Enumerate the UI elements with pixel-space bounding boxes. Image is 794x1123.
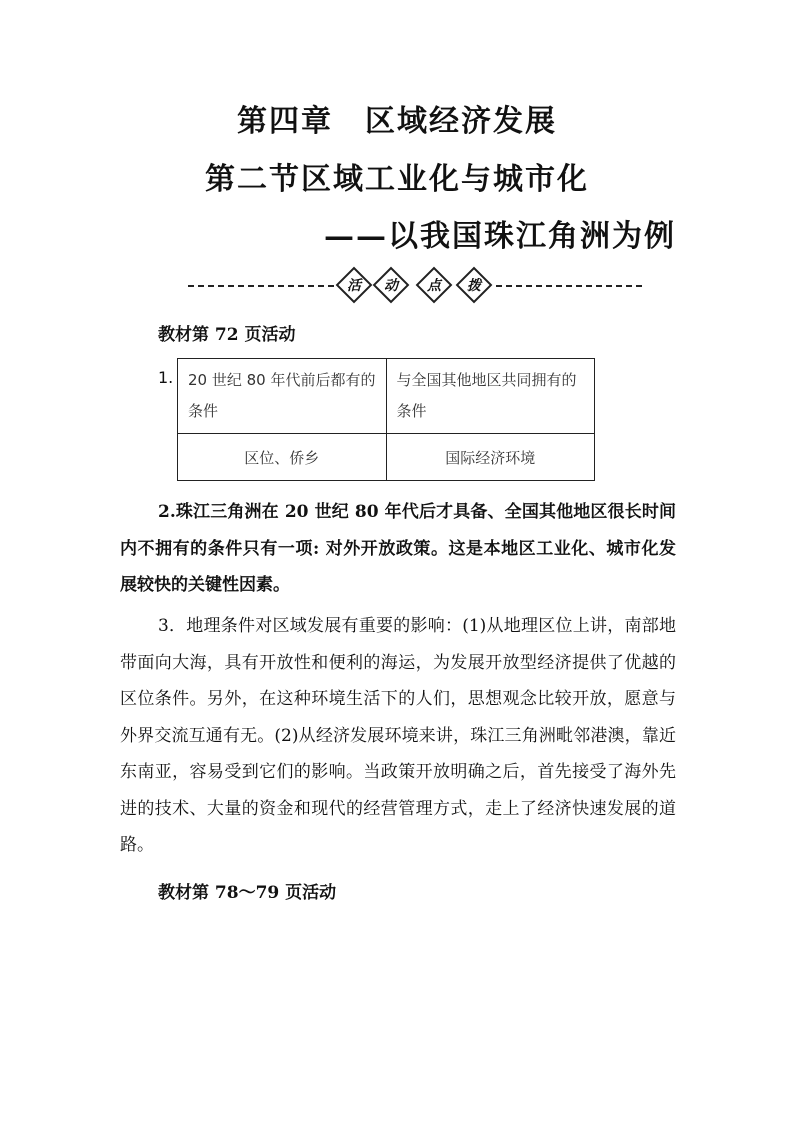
- activity-2-label: 教材第 78～79 页活动: [158, 883, 337, 903]
- banner-char: 点: [427, 278, 441, 294]
- answer-paragraph-3: 3．地理条件对区域发展有重要的影响：(1)从地理区位上讲，南部地带面向大海，具有开放性和便利的海运，为发展开放型经济提供了优越的区位条件。另外，在这种环境生活下的人们，思想观念比较开放，愿意与外界交流互通有无。(2)从经济发展环境来讲，珠江三角洲毗邻港澳，靠近东南亚，容易受到它们的影响。当政策开放明确之后，首先接受了海外先进的技术、大量的资金和现代的经营管理方式，走上了经济快速发展的道路。: [120, 616, 676, 855]
- table-row: [178, 434, 595, 481]
- diamond-badge: [338, 269, 370, 301]
- dashed-divider-right: [496, 285, 642, 287]
- conditions-table: [177, 358, 595, 481]
- banner-char: 拨: [467, 278, 481, 294]
- activity-tips-banner: [188, 268, 642, 302]
- table-cell: 国际经济环境: [386, 434, 595, 481]
- section-subtitle: ——以我国珠江角洲为例: [324, 219, 676, 254]
- table-header-row: [178, 359, 595, 434]
- dashed-divider-left: [188, 285, 334, 287]
- table-header-cell: 20 世纪 80 年代前后都有的条件: [178, 359, 387, 434]
- section-title: 第二节区域工业化与城市化: [205, 162, 589, 197]
- diamond-badge: [418, 269, 450, 301]
- answer-paragraph-2: 2.珠江三角洲在 20 世纪 80 年代后才具备、全国其他地区很长时间内不拥有的条件只有一项: 对外开放政策。这是本地区工业化、城市化发展较快的关键性因素。: [120, 502, 676, 595]
- question-number: 1.: [158, 368, 174, 387]
- diamond-badge: [375, 269, 407, 301]
- table-header-cell: 与全国其他地区共同拥有的条件: [386, 359, 595, 434]
- banner-char: 动: [384, 278, 398, 294]
- banner-char: 活: [347, 278, 361, 294]
- table-cell: 区位、侨乡: [178, 434, 387, 481]
- activity-1-label: 教材第 72 页活动: [158, 325, 296, 345]
- chapter-title: 第四章 区域经济发展: [237, 104, 557, 139]
- diamond-badge: [458, 269, 490, 301]
